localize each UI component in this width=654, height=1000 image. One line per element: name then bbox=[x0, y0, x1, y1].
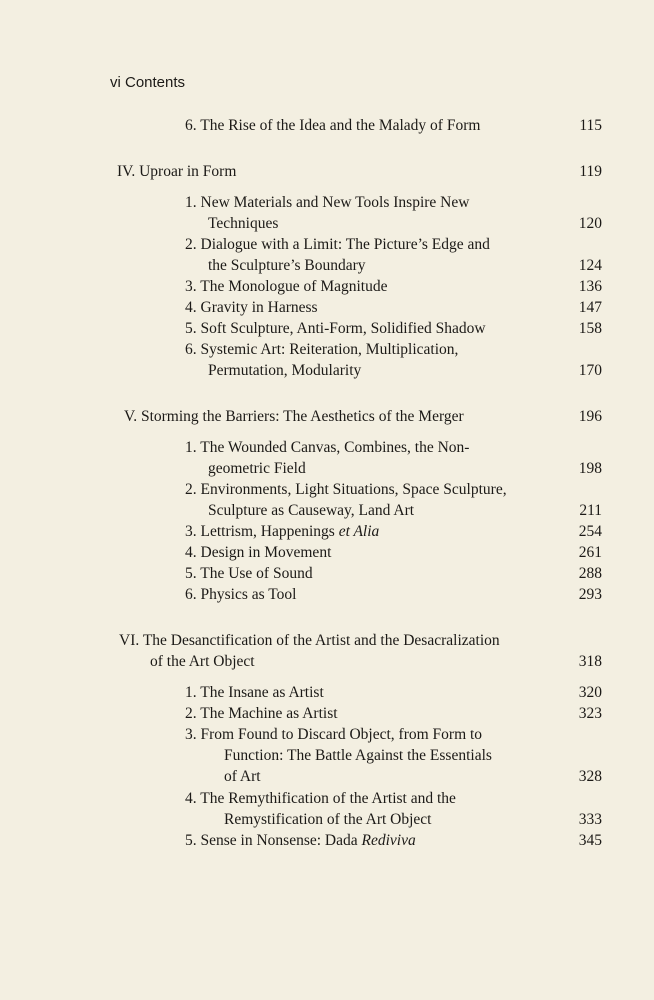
toc-entry-line: 4. Gravity in Harness bbox=[185, 299, 318, 316]
toc-entry-line: Permutation, Modularity bbox=[208, 362, 362, 379]
toc-page-number: 328 bbox=[578, 768, 602, 785]
toc-entry-line: the Sculpture’s Boundary bbox=[208, 257, 366, 274]
toc-entry-line: Techniques bbox=[208, 215, 279, 232]
toc-page-number: 196 bbox=[578, 408, 602, 425]
toc-page-number: 293 bbox=[578, 586, 602, 603]
toc-entry-italic: Rediviva bbox=[361, 832, 416, 849]
toc-entry-line: geometric Field bbox=[208, 460, 306, 477]
toc-page-number: 345 bbox=[578, 832, 602, 849]
toc-entry-line: 6. Physics as Tool bbox=[185, 586, 297, 603]
toc-page-number: 288 bbox=[578, 565, 602, 582]
toc-entry-line: VI. The Desanctification of the Artist and the Desacralization bbox=[119, 632, 500, 649]
toc-entry-line: 5. Soft Sculpture, Anti-Form, Solidified Shadow bbox=[185, 320, 486, 337]
toc-page-number: 261 bbox=[578, 544, 602, 561]
toc-entry-line: 4. Design in Movement bbox=[185, 544, 332, 561]
toc-entry-line: Sculpture as Causeway, Land Art bbox=[208, 502, 415, 519]
running-head: vi Contents bbox=[110, 74, 186, 91]
toc-page-number: 198 bbox=[578, 460, 602, 477]
toc-page-number: 320 bbox=[578, 684, 602, 701]
toc-entry-line: 3. Lettrism, Happenings et Alia bbox=[185, 523, 380, 540]
toc-entry-line: 6. Systemic Art: Reiteration, Multiplication, bbox=[185, 341, 459, 358]
toc-entry-line: Function: The Battle Against the Essentials bbox=[224, 747, 492, 764]
toc-entry-line: IV. Uproar in Form bbox=[117, 163, 237, 180]
toc-entry-line: 2. The Machine as Artist bbox=[185, 705, 338, 722]
toc-entry-line: Remystification of the Art Object bbox=[224, 811, 432, 828]
toc-page-number: 136 bbox=[578, 278, 602, 295]
toc-page-number: 170 bbox=[578, 362, 602, 379]
toc-entry-line: 3. The Monologue of Magnitude bbox=[185, 278, 388, 295]
toc-entry-line: of Art bbox=[224, 768, 261, 785]
toc-page-number: 147 bbox=[578, 299, 602, 316]
toc-entry-line: 3. From Found to Discard Object, from Form to bbox=[185, 726, 483, 743]
toc-page-number: 120 bbox=[578, 215, 602, 232]
toc-page-number: 124 bbox=[578, 257, 602, 274]
toc-entry-line: 5. Sense in Nonsense: Dada Rediviva bbox=[185, 832, 416, 849]
toc-entry-line: 1. The Wounded Canvas, Combines, the Non- bbox=[185, 439, 470, 456]
toc-page-number: 333 bbox=[578, 811, 602, 828]
toc-entry-line: 6. The Rise of the Idea and the Malady of Form bbox=[185, 117, 481, 134]
toc-entry-line: of the Art Object bbox=[150, 653, 255, 670]
toc-page-number: 158 bbox=[578, 320, 602, 337]
toc-page-number: 323 bbox=[578, 705, 602, 722]
toc-entry-italic: et Alia bbox=[338, 523, 380, 540]
toc-page-number: 318 bbox=[578, 653, 602, 670]
toc-entry-line: 2. Dialogue with a Limit: The Picture’s Edge and bbox=[185, 236, 490, 253]
toc-entry-line: 2. Environments, Light Situations, Space Sculpture, bbox=[185, 481, 507, 498]
toc-entry-line: 1. New Materials and New Tools Inspire New bbox=[185, 194, 470, 211]
toc-entry-line: 5. The Use of Sound bbox=[185, 565, 313, 582]
toc-entry-line: 4. The Remythification of the Artist and the bbox=[185, 790, 456, 807]
toc-page-number: 211 bbox=[579, 502, 602, 519]
toc-entry-line: V. Storming the Barriers: The Aesthetics of the Merger bbox=[124, 408, 464, 425]
toc-page-number: 115 bbox=[579, 117, 602, 134]
toc-entry-line: 1. The Insane as Artist bbox=[185, 684, 324, 701]
toc-page-number: 119 bbox=[579, 163, 602, 180]
toc-page-number: 254 bbox=[578, 523, 602, 540]
